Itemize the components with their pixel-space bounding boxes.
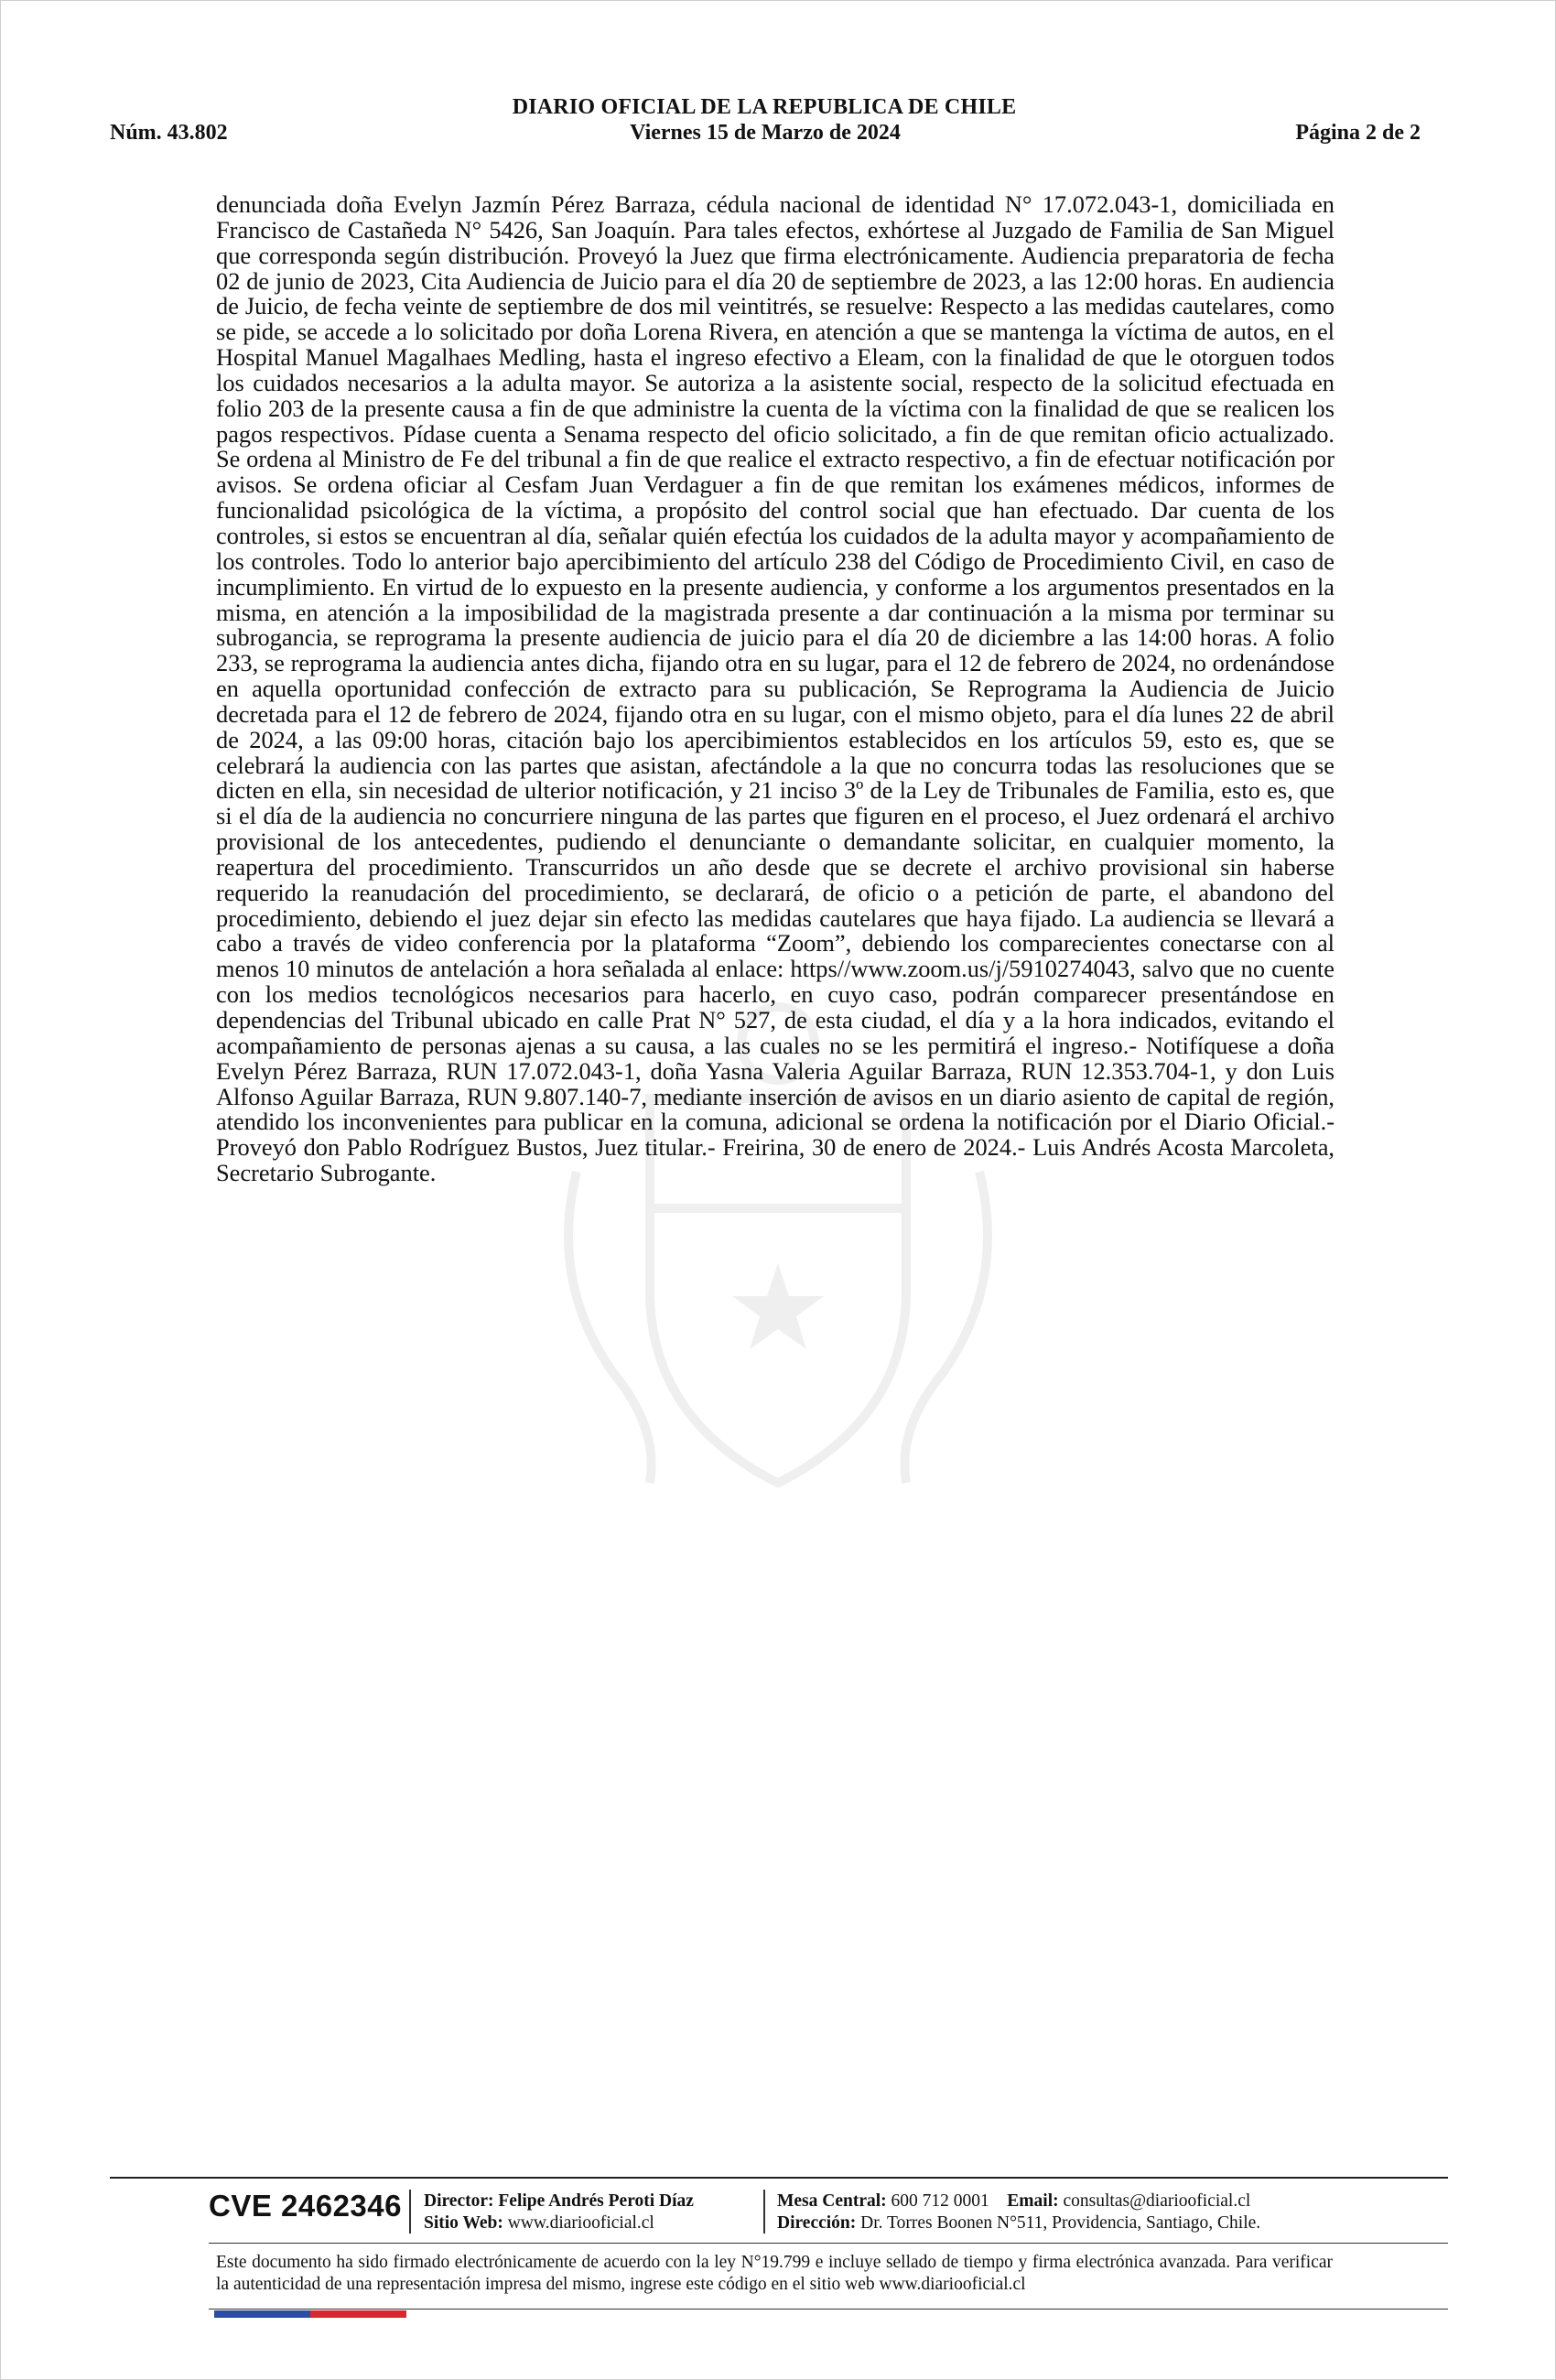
flag-blue-stripe [214,2310,310,2318]
issue-number: Núm. 43.802 [110,121,228,145]
footer-contact-block [777,2191,1260,2234]
newspaper-title: DIARIO OFICIAL DE LA REPUBLICA DE CHILE [512,95,1017,119]
footer-divider-top [110,2177,1448,2179]
phone-label: Mesa Central: [777,2191,887,2211]
footer-divider-bottom [209,2309,1448,2310]
email-label: Email: [1007,2191,1059,2211]
footer-separator [409,2190,411,2234]
footer-separator [763,2190,765,2234]
email-link[interactable]: consultas@diariooficial.cl [1063,2191,1251,2211]
signature-notice: Este documento ha sido firmado electrónicamente de acuerdo con la ley N°19.799 e incluye sellado de tiempo y firma electrónica avanzada. Para verificar la autenticidad de una representación impresa del mismo, ingrese este código en el sitio web www.diariooficial.cl [216,2253,1333,2294]
page-number: Página 2 de 2 [1295,121,1421,145]
address-label: Dirección: [777,2213,857,2233]
director-label: Director: [424,2191,494,2211]
website-link[interactable]: www.diariooficial.cl [507,2213,654,2233]
footer-director-block [424,2191,694,2234]
phone-number: 600 712 0001 [891,2191,989,2211]
director-name: Felipe Andrés Peroti Díaz [498,2191,694,2211]
flag-stripe [214,2310,406,2318]
document-body: denunciada doña Evelyn Jazmín Pérez Barraza, cédula nacional de identidad N° 17.072.043-1, domiciliada en Francisco de Castañeda N° 5426, San Joaquín. Para tales efectos, exhórtese al Juzgado de Familia de San Miguel que corresponda según distribución. Proveyó la Juez que firma electrónicamente. Audiencia preparatoria de fecha 02 de junio de 2023, Cita Audiencia de Juicio para el día 20 de septiembre de 2023, a las 12:00 horas. En audiencia de Juicio, de fecha veinte de septiembre de dos mil veintitrés, se resuelve: Respecto a las medidas cautelares, como se pide, se accede a lo solicitado por doña Lorena Rivera, en atención a que se mantenga la víctima de autos, en el Hospital Manuel Magalhaes Medling, hasta el ingreso efectivo a Eleam, con la finalidad de que le otorguen todos los cuidados necesarios a la adulta mayor. Se autoriza a la asistente social, respecto de la solicitud efectuada en folio 203 de la presente causa a fin de que administre la cuenta de la víctima con la finalidad de que se realicen los pagos respectivos. Pídase cuenta a Senama respecto del oficio solicitado, a fin de que remitan oficio actualizado. Se ordena al Ministro de Fe del tribunal a fin de que realice el extracto respectivo, a fin de efectuar notificación por avisos. Se ordena oficiar al Cesfam Juan Verdaguer a fin de que remitan los exámenes médicos, informes de funcionalidad psicológica de la víctima, a propósito del control social que han efectuado. Dar cuenta de los controles, si estos se encuentran al día, señalar quién efectúa los cuidados de la adulta mayor y acompañamiento de los controles. Todo lo anterior bajo apercibimiento del artículo 238 del Código de Procedimiento Civil, en caso de incumplimiento. En virtud de lo expuesto en la presente audiencia, y conforme a los argumentos presentados en la misma, en atención a la imposibilidad de la magistrada presente a dar continuación a la misma por terminar su subrogancia, se reprograma la presente audiencia de juicio para el día 20 de diciembre a las 14:00 horas. A folio 233, se reprograma la audiencia antes dicha, fijando otra en su lugar, para el 12 de febrero de 2024, no ordenándose en aquella oportunidad confección de extracto para su publicación, Se Reprograma la Audiencia de Juicio decretada para el 12 de febrero de 2024, fijando otra en su lugar, con el mismo objeto, para el día lunes 22 de abril de 2024, a las 09:00 horas, citación bajo los apercibimientos establecidos en los artículos 59, esto es, que se celebrará la audiencia con las partes que asistan, afectándole a la que no concurra todas las resoluciones que se dicten en ella, sin necesidad de ulterior notificación, y 21 inciso 3º de la Ley de Tribunales de Familia, esto es, que si el día de la audiencia no concurriere ninguna de las partes que figuren en el proceso, el Juez ordenará el archivo provisional de los antecedentes, pudiendo el denunciante o demandante solicitar, en cualquier momento, la reapertura del procedimiento. Transcurridos un año desde que se decrete el archivo provisional sin haberse requerido la reanudación del procedimiento, se declarará, de oficio o a petición de parte, el abandono del procedimiento, debiendo el juez dejar sin efecto las medidas cautelares que haya fijado. La audiencia se llevará a cabo a través de video conferencia por la plataforma “Zoom”, debiendo los comparecientes conectarse con al menos 10 minutos de antelación a hora señalada al enlace: https//www.zoom.us/j/5910274043, salvo que no cuente con los medios tecnológicos necesarios para hacerlo, en cuyo caso, podrán comparecer presentándose en dependencias del Tribunal ubicado en calle Prat N° 527, de esta ciudad, el día y a la hora indicados, evitando el acompañamiento de personas ajenas a su causa, a las cuales no se les permitirá el ingreso.- Notifíquese a doña Evelyn Pérez Barraza, RUN 17.072.043-1, doña Yasna Valeria Aguilar Barraza, RUN 12.353.704-1, y don Luis Alfonso Aguilar Barraza, RUN 9.807.140-7, mediante inserción de avisos en un diario asiento de capital de región, atendido los inconvenientes para publicar en la comuna, adicional se ordena la notificación por el Diario Oficial.- Proveyó don Pablo Rodríguez Bustos, Juez titular.- Freirina, 30 de enero de 2024.- Luis Andrés Acosta Marcoleta, Secretario Subrogante. [216,190,1334,1187]
issue-date: Viernes 15 de Marzo de 2024 [630,121,901,145]
footer-divider-middle [209,2243,1448,2244]
flag-red-stripe [310,2310,406,2318]
address-value: Dr. Torres Boonen N°511, Providencia, Santiago, Chile. [860,2213,1261,2233]
cve-code: CVE 2462346 [209,2189,402,2223]
website-label: Sitio Web: [424,2213,503,2233]
